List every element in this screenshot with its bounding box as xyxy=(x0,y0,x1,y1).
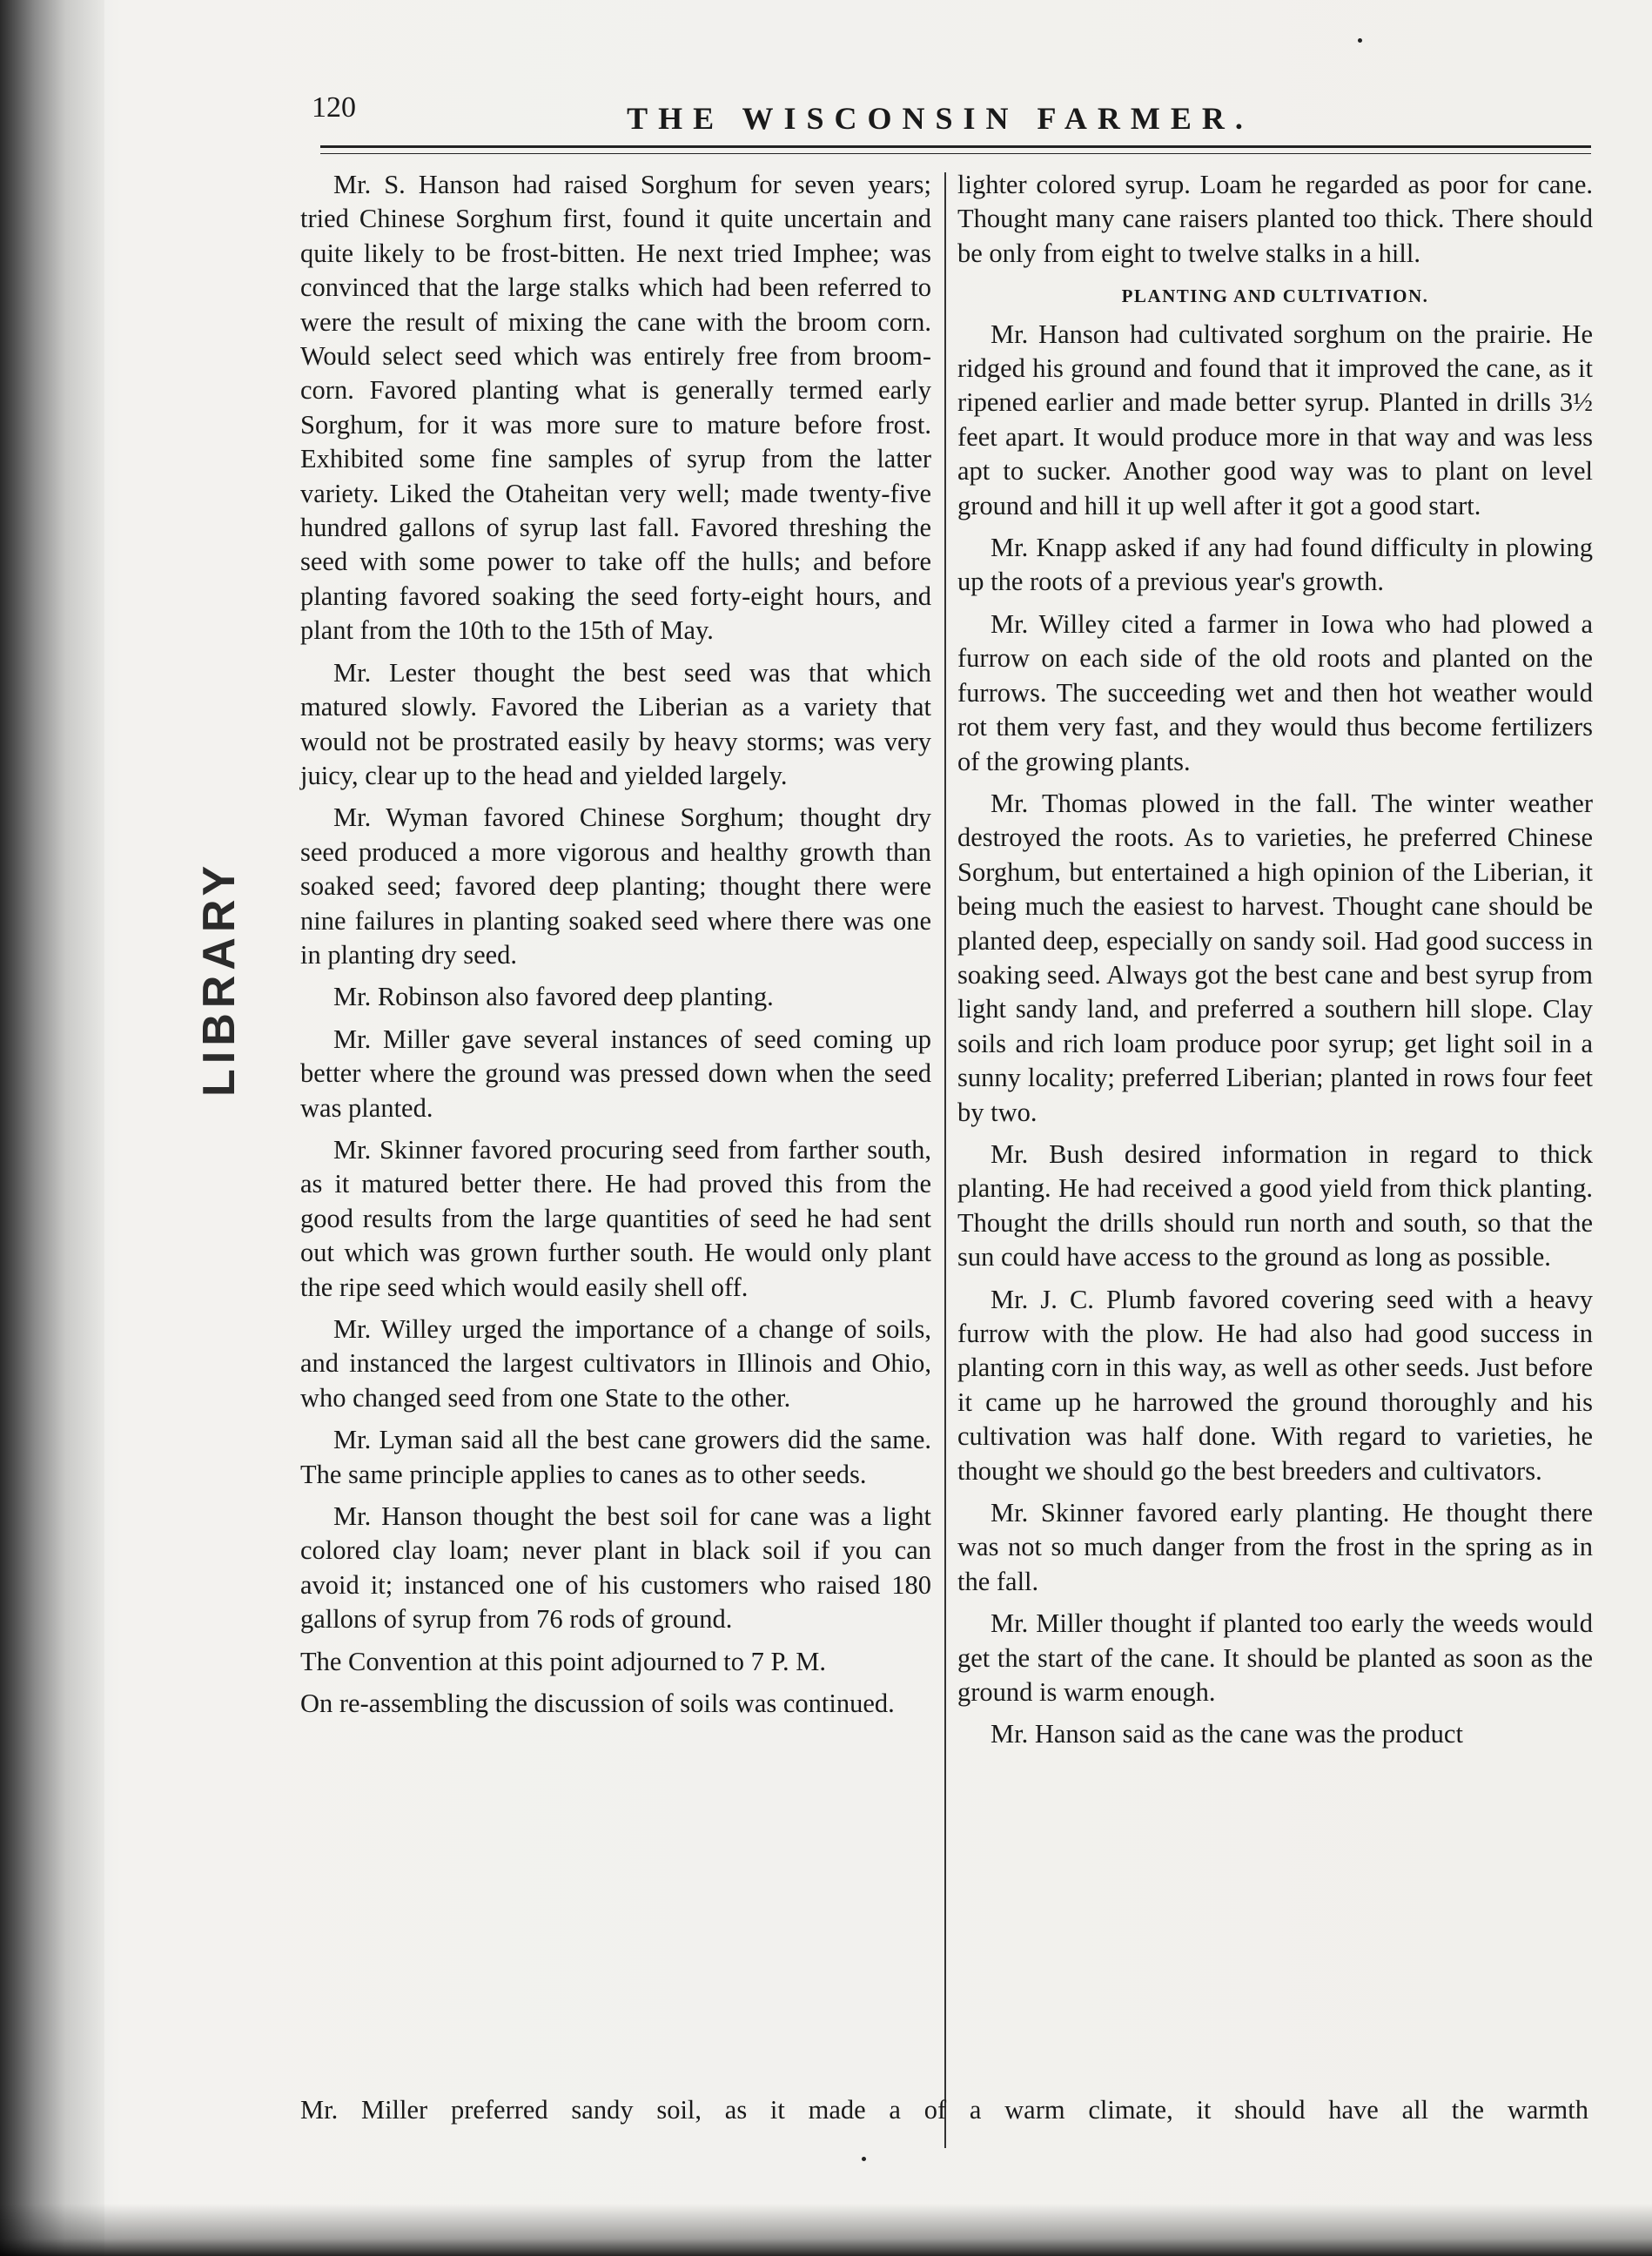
page-content xyxy=(296,83,1602,2172)
paragraph: Mr. Skinner favored early planting. He thought there was not so much danger from the frost in the spring as in the fall. xyxy=(957,1498,1593,1596)
paragraph: Mr. Wyman favored Chinese Sorghum; thought dry seed produced a more vigorous and healthy growth than soaked seed; favored deep planting; thought there were nine failures in planting soaked seed where there was one in planting dry seed. xyxy=(300,802,931,970)
left-column xyxy=(300,168,931,1721)
paragraph: Mr. Skinner favored procuring seed from farther south, as it matured better there. He had proved this from the good results from the large quantities of seed he had sent out which was grown further south. He would only plant the ripe seed which would easily shell off. xyxy=(300,1134,931,1302)
paragraph: On re-assembling the discussion of soils was continued. xyxy=(300,1689,895,1719)
book-binding-edge xyxy=(0,0,104,2256)
paragraph: Mr. Willey cited a farmer in Iowa who had plowed a furrow on each side of the old roots and planted on the furrows. The succeeding wet and then hot weather would rot them very fast, and they would thus become fertilizers of the growing plants. xyxy=(957,608,1593,776)
bottom-line: Mr. Miller preferred sandy soil, as it made a of a warm climate, it should have all the warmth xyxy=(300,2095,1588,2125)
section-heading: PLANTING AND CULTIVATION. xyxy=(1121,285,1429,307)
paragraph: The Convention at this point adjourned to 7 P. M. xyxy=(300,1646,827,1676)
page-header xyxy=(296,83,1584,144)
column-divider xyxy=(944,172,946,2148)
running-title: THE WISCONSIN FARMER. xyxy=(627,101,1253,136)
bottom-shadow xyxy=(0,2204,1652,2256)
continued-paragraph: lighter colored syrup. Loam he regarded as poor for cane. Thought many cane raisers planted too thick. There should be only from eight to twelve stalks in a hill. xyxy=(957,170,1593,268)
paragraph: Mr. Lyman said all the best cane growers did the same. The same principle applies to canes as to other seeds. xyxy=(300,1425,931,1489)
paragraph: Mr. Lester thought the best seed was that which matured slowly. Favored the Liberian as a variety that would not be prostrated easily by heavy storms; was very juicy, clear up to the head and yielded largely. xyxy=(300,657,931,790)
header-rule-thin xyxy=(320,153,1591,154)
paragraph: Mr. Hanson said as the cane was the product xyxy=(991,1719,1463,1749)
ink-speck xyxy=(1358,38,1362,43)
paragraph: Mr. Bush desired information in regard to thick planting. He had received a good yield from thick planting. Thought the drills should run north and south, so that the sun could have access to the ground as long as possible. xyxy=(957,1138,1593,1272)
paragraph: Mr. Miller thought if planted too early the weeds would get the start of the cane. It should be planted as soon as the ground is warm enough. xyxy=(957,1608,1593,1708)
paragraph: Mr. Knapp asked if any had found difficulty in plowing up the roots of a previous year's growth. xyxy=(957,533,1593,597)
paragraph: Mr. Robinson also favored deep planting. xyxy=(333,982,774,1012)
paragraph: Mr. S. Hanson had raised Sorghum for seven years; tried Chinese Sorghum first, found it quite uncertain and quite likely to be frost-bitten. He next tried Imphee; was convinced that the large stalks which had been referred to were the result of mixing the cane with the broom corn. Would select seed which was entirely free from broom-corn. Favored planting what is generally termed early Sorghum, for it was more sure to mature before frost. Exhibited some fine samples of syrup from the latter variety. Liked the Otaheitan very well; made twenty-five hundred gallons of syrup last fall. Favored threshing the seed with some power to take off the hulls; and before planting favored soaking the seed forty-eight hours, and plant from the 10th to the 15th of May. xyxy=(300,170,931,646)
page-number: 120 xyxy=(312,91,356,124)
paragraph: Mr. J. C. Plumb favored covering seed with a heavy furrow with the plow. He had also had good success in planting corn in this way, as well as other seeds. Just before it came up he harrowed the ground thoroughly and his cultivation was half done. With regard to varieties, he thought we should go the best breeders and cultivators. xyxy=(957,1284,1593,1486)
ink-speck xyxy=(862,2157,866,2161)
paragraph: Mr. Hanson thought the best soil for cane was a light colored clay loam; never plant in black soil if you can avoid it; instanced one of his customers who raised 180 gallons of syrup from 76 rods of ground. xyxy=(300,1501,931,1635)
paragraph: Mr. Miller gave several instances of seed coming up better where the ground was pressed down when the seed was planted. xyxy=(300,1024,931,1123)
right-column xyxy=(957,168,1593,1752)
paragraph: Mr. Hanson had cultivated sorghum on the prairie. He ridged his ground and found that it improved the cane, as it ripened earlier and made better syrup. Planted in drills 3½ feet apart. It would produce more in that way and was less apt to sucker. Another good way was to plant on level ground and hill it up well after it got a good start. xyxy=(957,319,1593,520)
library-stamp-text: LIBRARY xyxy=(194,860,245,1097)
paragraph: Mr. Willey urged the importance of a change of soils, and instanced the largest cultivators in Illinois and Ohio, who changed seed from one State to the other. xyxy=(300,1314,931,1413)
paragraph: Mr. Thomas plowed in the fall. The winter weather destroyed the roots. As to varieties, he preferred Chinese Sorghum, but entertained a high opinion of the Liberian, it being much the easiest to harvest. Thought cane should be planted deep, especially on sandy soil. Had good success in soaking seed. Always got the best cane and best syrup from light sandy land, and preferred a southern hill slope. Clay soils and rich loam produce poor syrup; get light soil in a sunny locality; preferred Liberian; planted in rows four feet by two. xyxy=(957,788,1593,1127)
header-rule-thick xyxy=(320,145,1591,148)
